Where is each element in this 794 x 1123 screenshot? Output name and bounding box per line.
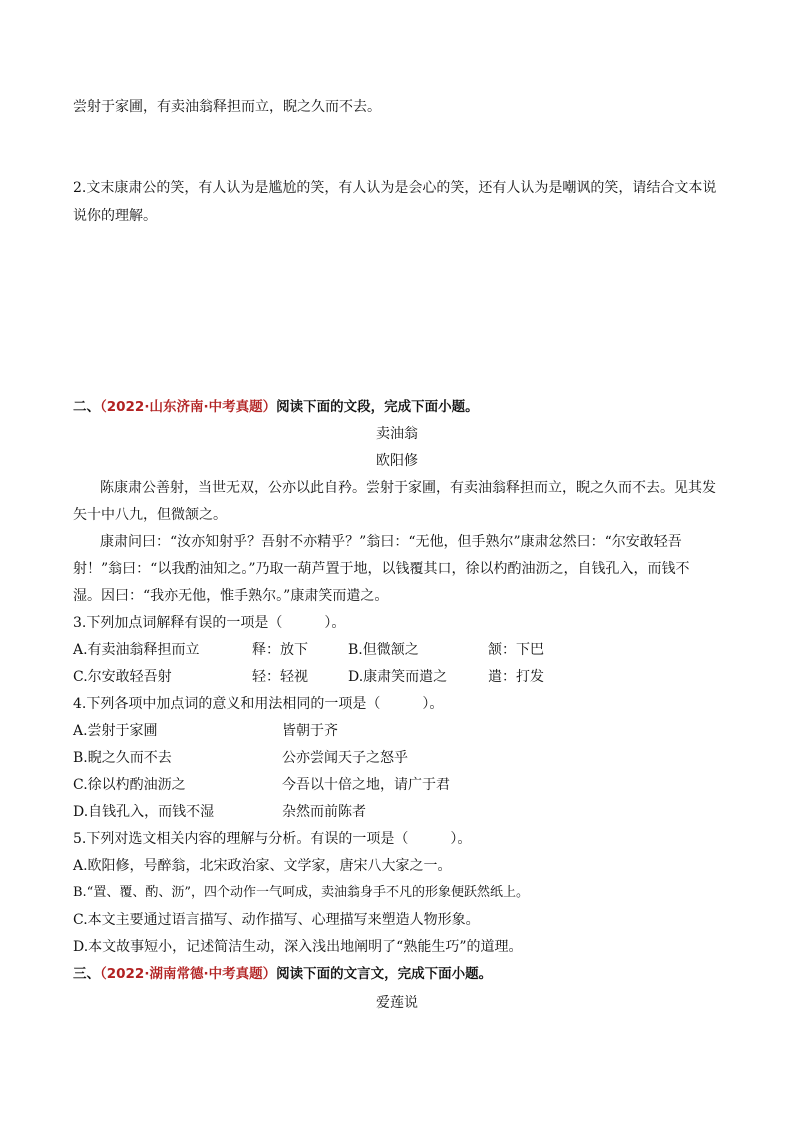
question-4-row xyxy=(73,721,713,741)
option-d: D.自钱孔入，而钱不湿 xyxy=(73,804,215,820)
option-d-word: 遣：打发 xyxy=(488,669,544,685)
option-b-compare: 公亦尝闻天子之怒乎 xyxy=(282,750,408,766)
option-c: C.尔安敢轻吾射 xyxy=(73,669,172,685)
section-3-prefix: 三、 xyxy=(73,966,100,982)
section-2-heading xyxy=(73,397,479,417)
option-c-compare: 今吾以十倍之地，请广于君 xyxy=(282,777,450,793)
question-3-row xyxy=(73,640,713,660)
passage-p2-line-1: 康肃问曰：“汝亦知射乎？吾射不亦精乎？”翁曰：“无他，但手熟尔”康肃忿然曰：“尔安敢轻吾 xyxy=(100,534,682,550)
question-4-row xyxy=(73,775,713,795)
passage-p2-line-3: 湿。因曰：“我亦无他，惟手熟尔。”康肃笑而遣之。 xyxy=(73,588,389,604)
section-2-source: （2022·山东济南·中考真题） xyxy=(100,399,277,415)
question-5-option-b: B.“置、覆、酌、沥”，四个动作一气呵成，卖油翁身手不凡的形象便跃然纸上。 xyxy=(73,885,529,900)
question-4-row xyxy=(73,748,713,768)
passage-p1-line-2: 矢十中八九，但微颔之。 xyxy=(73,507,227,523)
option-a: A.有卖油翁释担而立 xyxy=(73,642,200,658)
question-4-stem: 4.下列各项中加点词的意义和用法相同的一项是（ ）。 xyxy=(73,696,444,712)
passage-author: 欧阳修 xyxy=(376,453,418,469)
question-2-line-1: 2.文末康肃公的笑，有人认为是尴尬的笑，有人认为是会心的笑，还有人认为是嘲讽的笑，请结合文本说 xyxy=(73,180,717,196)
option-b: B.但微颔之 xyxy=(348,642,419,658)
question-5-option-c: C.本文主要通过语言描写、动作描写、心理描写来塑造人物形象。 xyxy=(73,912,480,928)
option-d-compare: 杂然而前陈者 xyxy=(282,804,366,820)
option-d: D.康肃笑而遣之 xyxy=(348,669,448,685)
passage-title: 卖油翁 xyxy=(376,426,418,442)
question-4-row xyxy=(73,802,713,822)
option-c: C.徐以杓酌油沥之 xyxy=(73,777,186,793)
question-2-line-2: 说你的理解。 xyxy=(73,208,157,224)
question-5-stem: 5.下列对选文相关内容的理解与分析。有误的一项是（ ）。 xyxy=(73,831,472,847)
option-a-word: 释：放下 xyxy=(252,642,308,658)
option-c-word: 轻：轻视 xyxy=(252,669,308,685)
section-3-heading xyxy=(73,964,492,984)
option-a-compare: 皆朝于齐 xyxy=(282,723,338,739)
section-3-source: （2022·湖南常德·中考真题） xyxy=(100,966,277,982)
passage-p1-line-1: 陈康肃公善射，当世无双，公亦以此自矜。尝射于家圃，有卖油翁释担而立，睨之久而不去。见其发 xyxy=(100,480,716,496)
section-2-prefix: 二、 xyxy=(73,399,100,415)
question-5-option-a: A.欧阳修，号醉翁，北宋政治家、文学家，唐宋八大家之一。 xyxy=(73,858,452,874)
question-5-option-d: D.本文故事短小，记述简洁生动，深入浅出地阐明了“熟能生巧”的道理。 xyxy=(73,939,523,955)
option-b: B.睨之久而不去 xyxy=(73,750,172,766)
question-3-row xyxy=(73,667,713,687)
question-3-stem: 3.下列加点词解释有误的一项是（ ）。 xyxy=(73,615,346,631)
passage-excerpt-line: 尝射于家圃，有卖油翁释担而立，睨之久而不去。 xyxy=(73,99,381,115)
passage-p2-line-2: 射！”翁曰：“以我酌油知之。”乃取一葫芦置于地，以钱覆其口，徐以杓酌油沥之，自钱孔入，而钱不 xyxy=(73,561,690,577)
section-2-instruction: 阅读下面的文段，完成下面小题。 xyxy=(276,399,479,415)
section-3-instruction: 阅读下面的文言文，完成下面小题。 xyxy=(276,966,493,982)
option-b-word: 颔：下巴 xyxy=(488,642,544,658)
passage-title: 爱莲说 xyxy=(376,995,418,1011)
option-a: A.尝射于家圃 xyxy=(73,723,158,739)
